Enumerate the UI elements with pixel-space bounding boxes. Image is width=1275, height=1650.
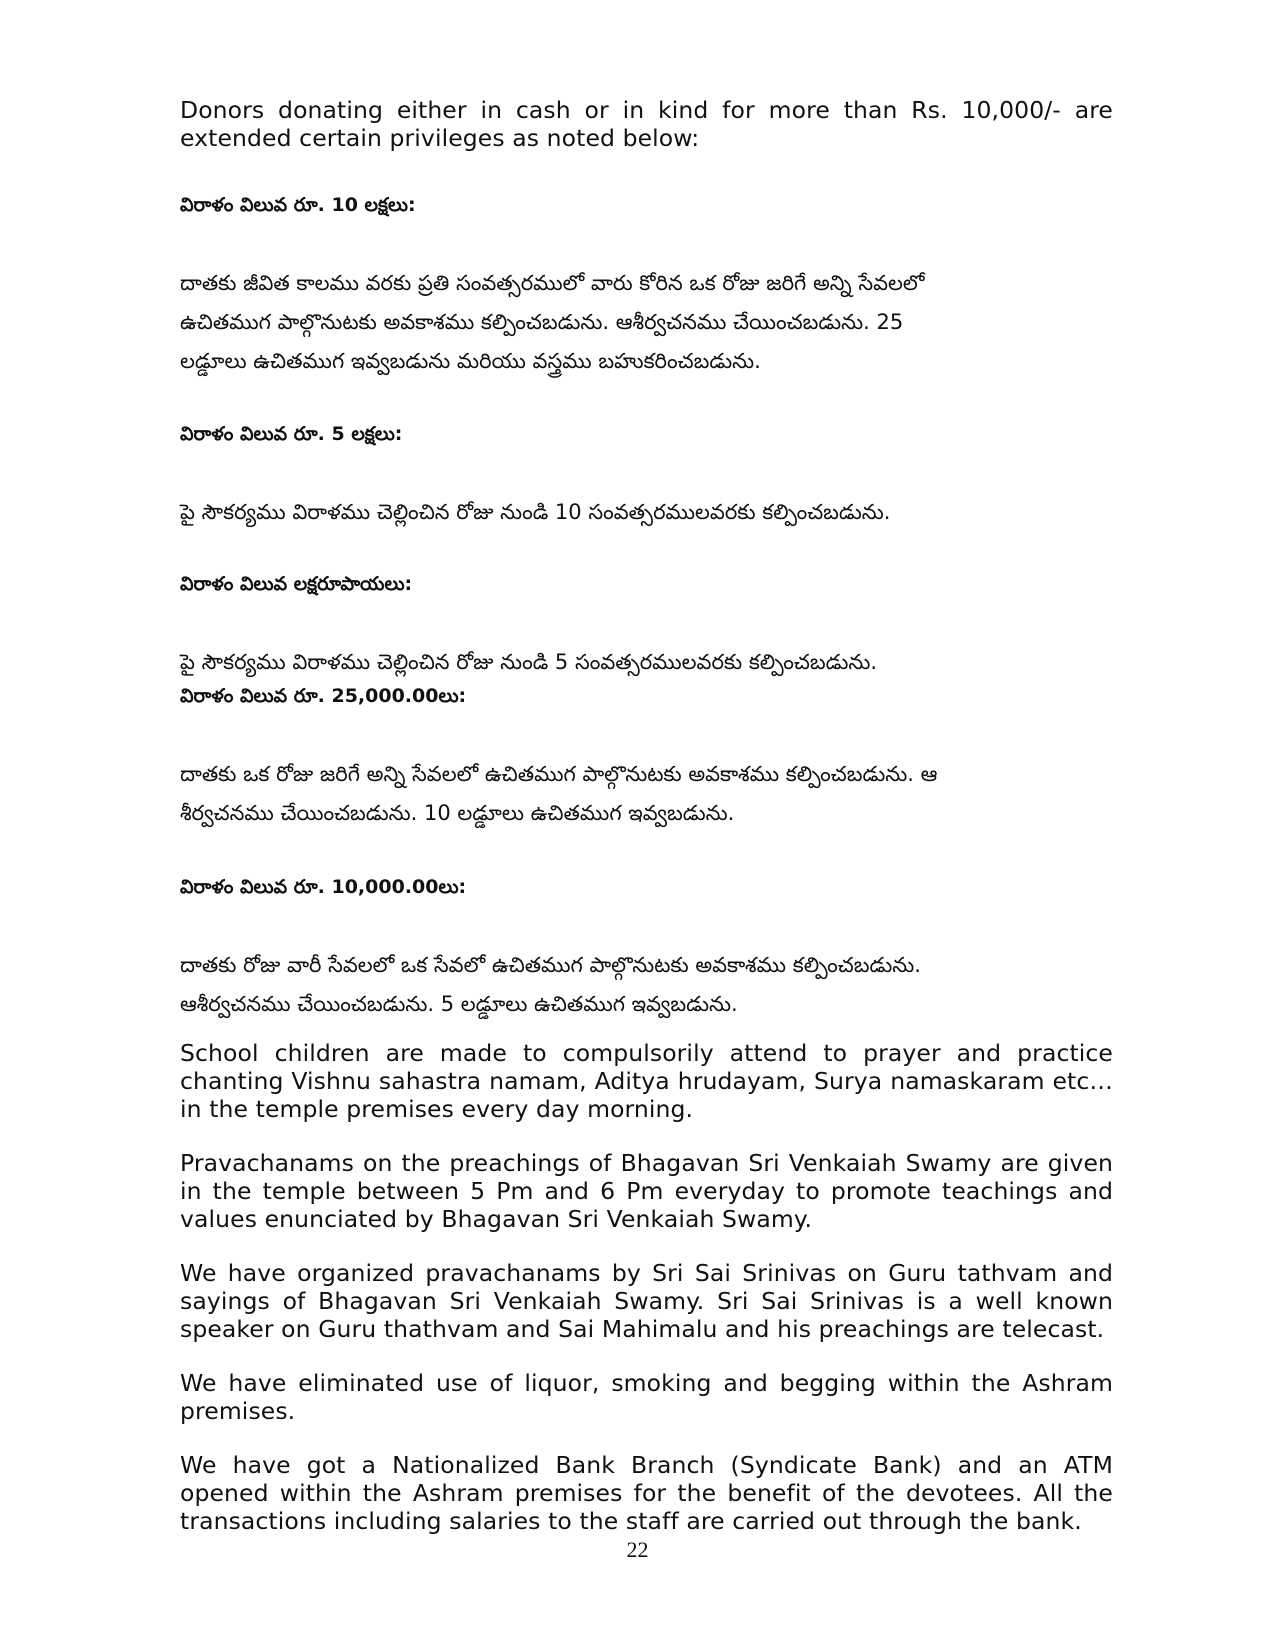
tier-line: ఉచితముగ పాల్గొనుటకు అవకాశము కల్పించబడును. ఆశీర్వచనము చేయించబడును. 25 bbox=[180, 310, 904, 334]
tier-line: దాతకు జీవిత కాలము వరకు ప్రతి సంవత్సరములో వారు కోరిన ఒక రోజు జరిగే అన్ని సేవలలో bbox=[180, 271, 925, 295]
tier-line: ఆశీర్వచనము చేయించబడును. 5 లడ్డూలు ఉచితముగ ఇవ్వబడును. bbox=[180, 992, 738, 1016]
paragraph-sai-srinivas: We have organized pravachanams by Sri Sai Srinivas on Guru tathvam and sayings of Bhagavan Sri Venkaiah Swamy. Sri Sai Srinivas is a well known speaker on Guru thathvam and Sai Mahimalu and his preachings are telecast. bbox=[180, 1259, 1113, 1343]
tier-heading-5-lakhs: విరాళం విలువ రూ. 5 లక్షలు: bbox=[180, 423, 403, 445]
tier-line: శీర్వచనము చేయించబడును. 10 లడ్డూలు ఉచితముగ ఇవ్వబడును. bbox=[180, 801, 735, 825]
tier-line: పై సౌకర్యము విరాళము చెల్లించిన రోజు నుండి 5 సంవత్సరములవరకు కల్పించబడును. bbox=[180, 650, 878, 674]
paragraph-school-children: School children are made to compulsorily attend to prayer and practice chanting Vishnu sahastra namam, Aditya hrudayam, Surya namaskaram etc… in the temple premises every day morning. bbox=[180, 1039, 1113, 1123]
tier-heading-10000: విరాళం విలువ రూ. 10,000.00లు: bbox=[180, 876, 467, 898]
tier-line: లడ్డూలు ఉచితముగ ఇవ్వబడును మరియు వస్త్రము బహుకరించబడును. bbox=[180, 349, 761, 373]
paragraph-pravachanams: Pravachanams on the preachings of Bhagavan Sri Venkaiah Swamy are given in the temple between 5 Pm and 6 Pm everyday to promote teachings and values enunciated by Bhagavan Sri Venkaiah Swamy. bbox=[180, 1149, 1113, 1233]
page-body bbox=[180, 96, 1113, 1535]
tier-heading-25000: విరాళం విలువ రూ. 25,000.00లు: bbox=[180, 685, 467, 707]
paragraph-bank-branch: We have got a Nationalized Bank Branch (Syndicate Bank) and an ATM opened within the Ashram premises for the benefit of the devotees. All the transactions including salaries to the staff are carried out through the bank. bbox=[180, 1451, 1113, 1535]
intro-paragraph: Donors donating either in cash or in kind for more than Rs. 10,000/- are extended certain privileges as noted below: bbox=[180, 96, 1113, 152]
paragraph-eliminated-liquor: We have eliminated use of liquor, smoking and begging within the Ashram premises. bbox=[180, 1369, 1113, 1425]
tier-line: దాతకు రోజు వారీ సేవలలో ఒక సేవలో ఉచితముగ పాల్గొనుటకు అవకాశము కల్పించబడును. bbox=[180, 953, 921, 977]
page-number: 22 bbox=[626, 1537, 649, 1562]
tier-line: దాతకు ఒక రోజు జరిగే అన్ని సేవలలో ఉచితముగ పాల్గొనుటకు అవకాశము కల్పించబడును. ఆ bbox=[180, 762, 938, 786]
tier-heading-10-lakhs: విరాళం విలువ రూ. 10 లక్షలు: bbox=[180, 194, 416, 216]
tier-heading-1-lakh: విరాళం విలువ లక్షరూపాయలు: bbox=[180, 573, 413, 595]
tier-line: పై సౌకర్యము విరాళము చెల్లించిన రోజు నుండి 10 సంవత్సరములవరకు కల్పించబడును. bbox=[180, 500, 891, 524]
